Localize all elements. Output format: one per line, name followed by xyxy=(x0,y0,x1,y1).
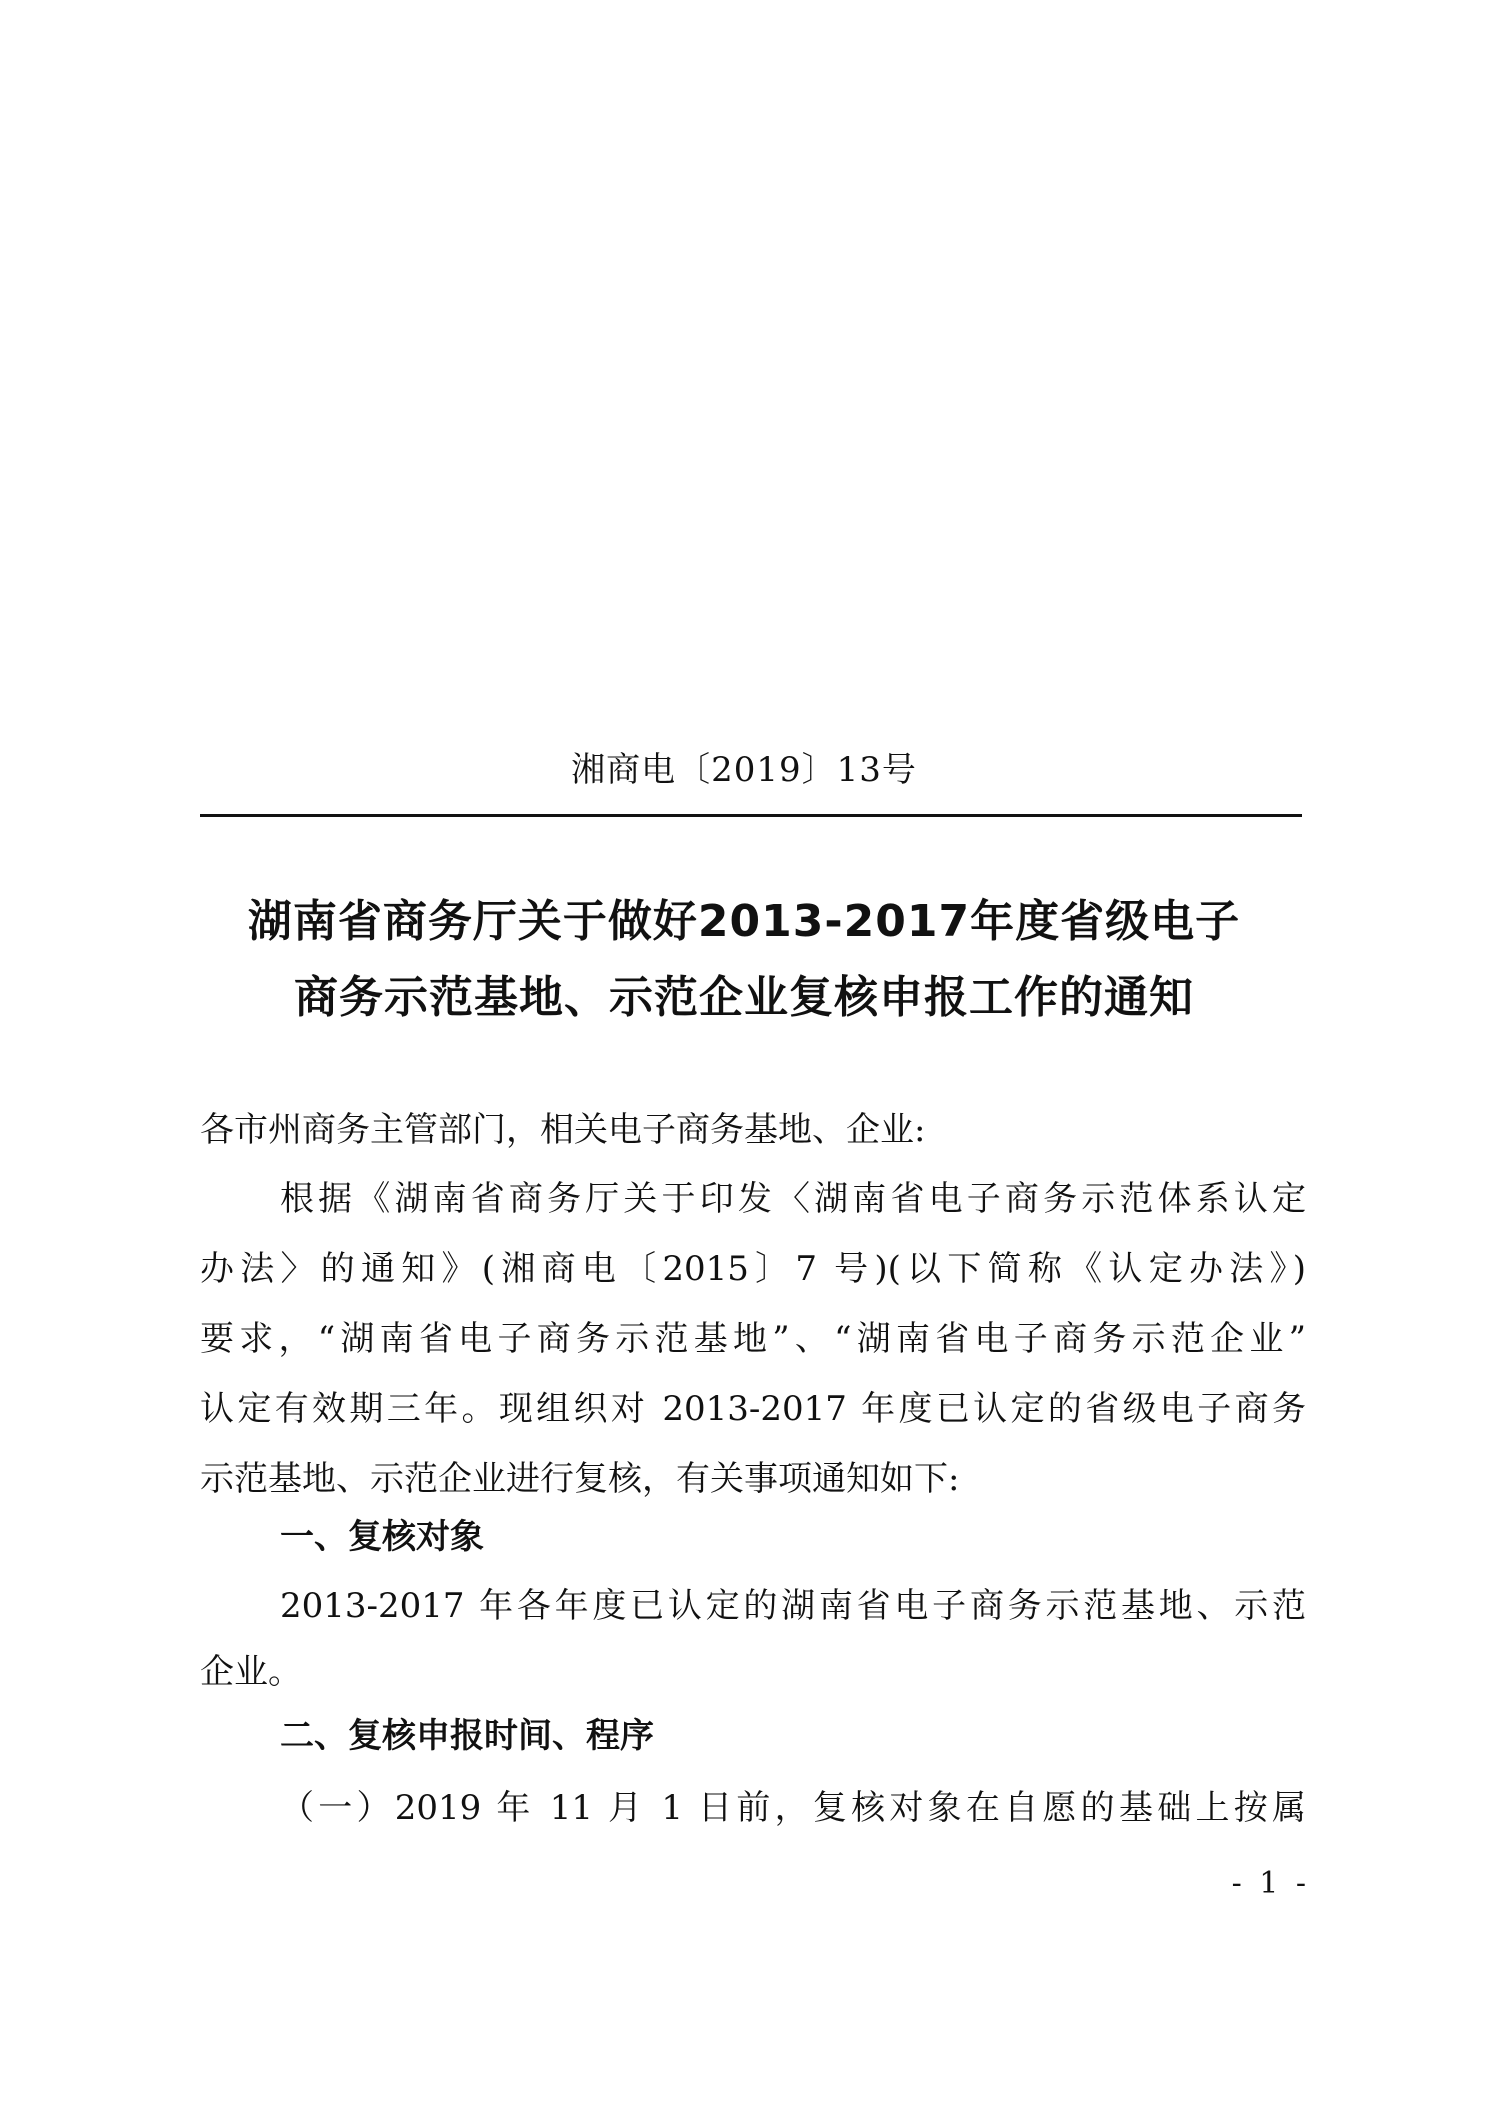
document-number: 湘商电〔2019〕13号 xyxy=(571,750,917,790)
section-1-body-line-2: 企业。 xyxy=(200,1652,302,1692)
title-line-2: 商务示范基地、示范企业复核申报工作的通知 xyxy=(294,972,1194,1023)
page-number: - 1 - xyxy=(1231,1866,1310,1901)
title-line-1: 湖南省商务厅关于做好2013-2017年度省级电子 xyxy=(247,896,1241,947)
header-divider xyxy=(200,814,1302,817)
section-2-heading: 二、复核申报时间、程序 xyxy=(280,1716,654,1756)
paragraph-1-line-4: 认定有效期三年。现组织对 2013-2017 年度已认定的省级电子商务 xyxy=(200,1389,1306,1429)
paragraph-1-line-3: 要求，“湖南省电子商务示范基地”、“湖南省电子商务示范企业” xyxy=(200,1319,1306,1359)
paragraph-1-line-5: 示范基地、示范企业进行复核，有关事项通知如下: xyxy=(200,1459,960,1499)
paragraph-1-line-1: 根据《湖南省商务厅关于印发〈湖南省电子商务示范体系认定 xyxy=(280,1179,1306,1219)
paragraph-1-line-2: 办法〉的通知》(湘商电〔2015〕7 号)(以下简称《认定办法》) xyxy=(200,1249,1306,1289)
section-2-item-1: （一）2019 年 11 月 1 日前，复核对象在自愿的基础上按属 xyxy=(280,1788,1306,1828)
document-title xyxy=(160,884,1328,1036)
section-1-heading: 一、复核对象 xyxy=(280,1517,484,1557)
section-1-body-line-1: 2013-2017 年各年度已认定的湖南省电子商务示范基地、示范 xyxy=(280,1586,1306,1626)
salutation: 各市州商务主管部门，相关电子商务基地、企业: xyxy=(200,1110,926,1150)
